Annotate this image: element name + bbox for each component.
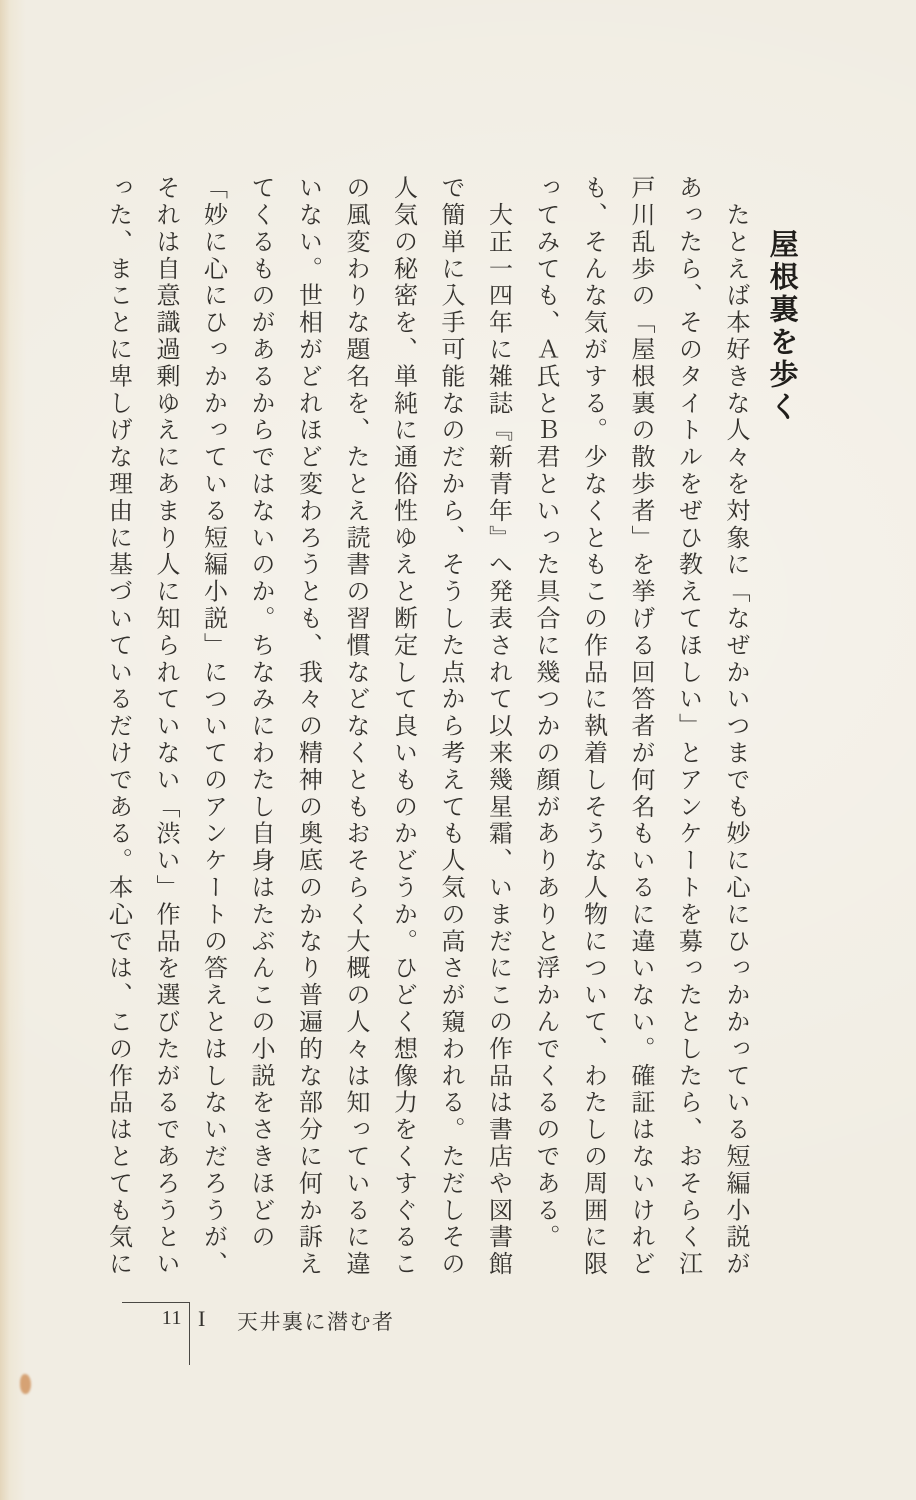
text-column: 大正一四年に雑誌『新青年』へ発表されて以来幾星霜、いまだにこの作品は書店や図書館: [484, 175, 511, 1278]
folio-rule: [122, 1302, 190, 1365]
text-column: いない。世相がどれほど変わろうとも、我々の精神の奥底のかなり普遍的な部分に何か訴え: [294, 175, 321, 1278]
text-column: ってみても、Ａ氏とＢ君といった具合に幾つかの顔がありありと浮かんでくるのである。: [532, 175, 558, 1251]
running-title: 天井裏に潜む者: [237, 1310, 395, 1334]
chapter-title: 屋根裏を歩く: [765, 229, 798, 424]
text-column: てくるものがあるからではないのか。ちなみにわたし自身はたぶんこの小説をさきほどの: [247, 175, 273, 1251]
text-column: たとえば本好きな人々を対象に「なぜかいつまでも妙に心にひっかかっている短編小説が: [722, 175, 748, 1278]
body-text: [93, 175, 758, 1280]
text-column: も、そんな気がする。少なくともこの作品に執着しそうな人物について、わたしの周囲に限: [579, 175, 606, 1278]
text-column: それは自意識過剰ゆえにあまり人に知られていない「渋い」作品を選びたがるであろうとい: [152, 175, 178, 1278]
scan-artifact: [20, 1374, 31, 1394]
page-number: 11: [161, 1307, 182, 1329]
text-column: あったら、そのタイトルをぜひ教えてほしい」とアンケートを募ったとしたら、おそらく江: [674, 175, 701, 1278]
text-column: で簡単に入手可能なのだから、そうした点から考えても人気の高さが窺われる。ただしその: [437, 175, 463, 1278]
text-column: 「妙に心にひっかかっている短編小説」についてのアンケートの答えとはしないだろうが、: [199, 175, 226, 1278]
text-column: った、まことに卑しげな理由に基づいているだけである。本心では、この作品はとても気に: [104, 175, 131, 1278]
text-column: 戸川乱歩の「屋根裏の散歩者」を挙げる回答者が何名もいるに違いない。確証はないけれど: [627, 175, 653, 1278]
text-column: の風変わりな題名を、たとえ読書の習慣などなくともおそらく大概の人々は知っているに違: [342, 175, 368, 1278]
text-column: 人気の秘密を、単純に通俗性ゆえと断定して良いものかどうか。ひどく想像力をくすぐるこ: [389, 175, 416, 1278]
section-numeral: I: [198, 1306, 206, 1331]
